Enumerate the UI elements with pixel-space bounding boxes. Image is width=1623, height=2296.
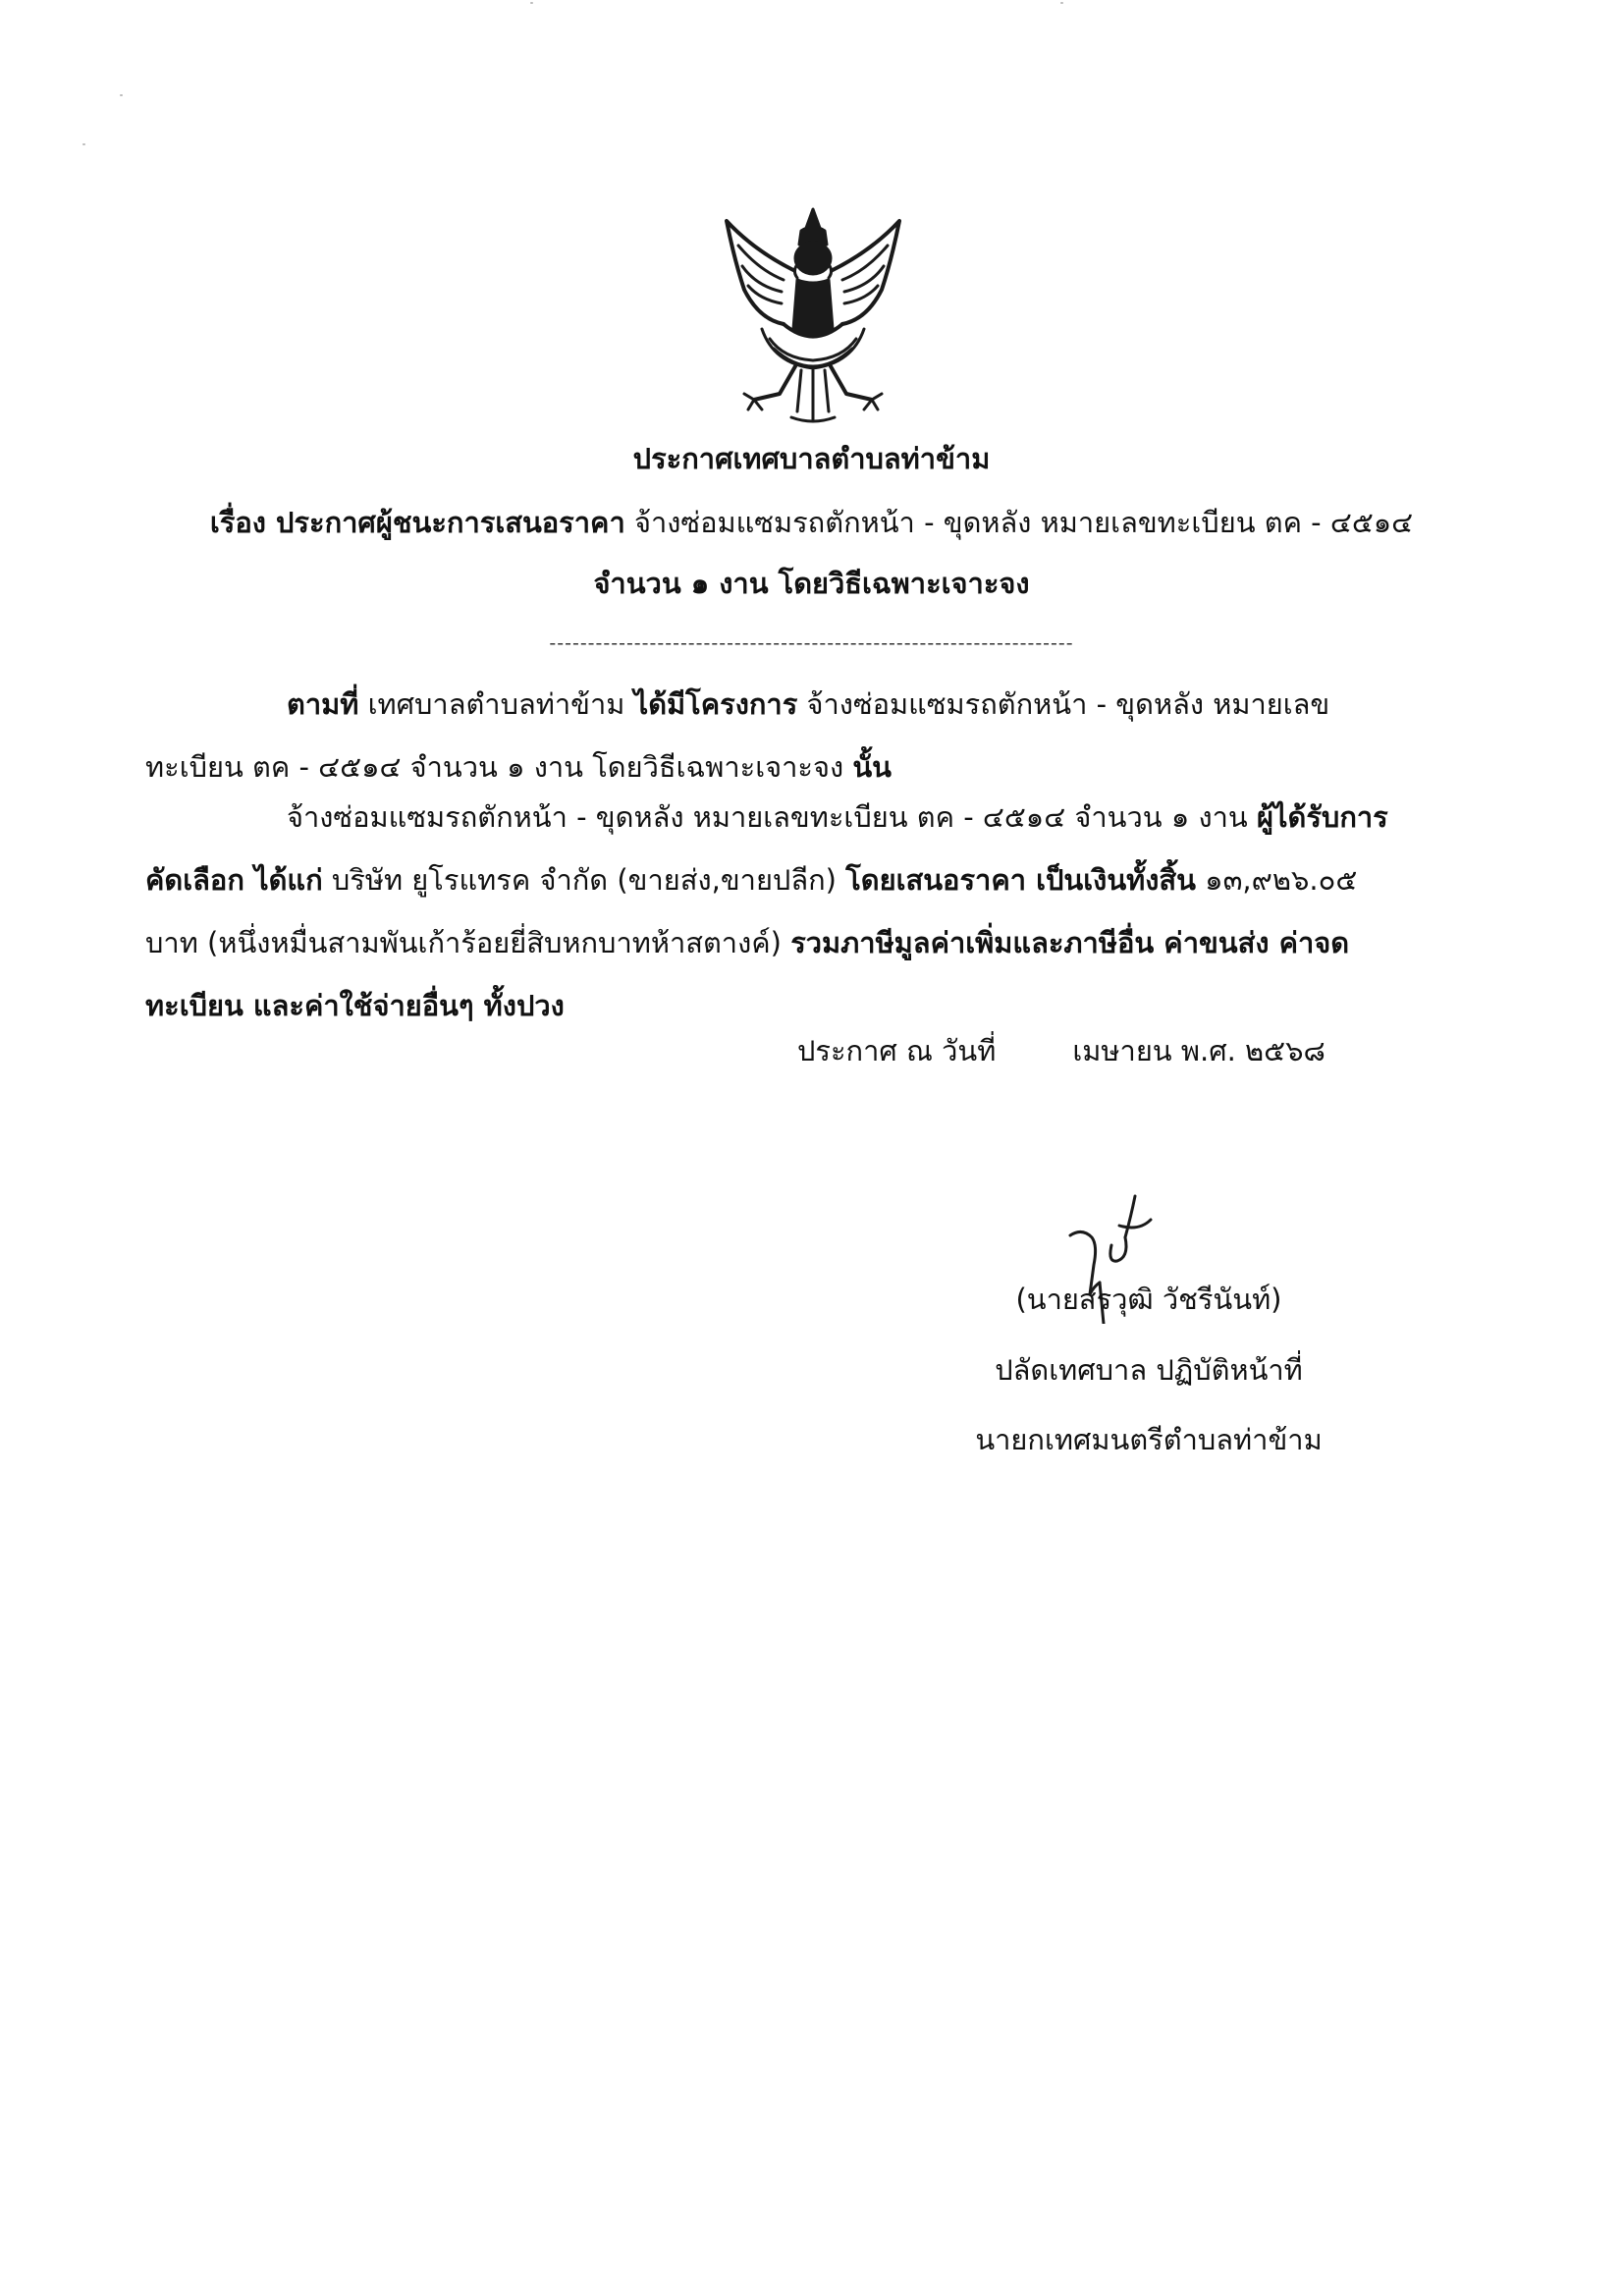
para1-end: นั้น: [852, 750, 893, 784]
garuda-emblem-icon: [715, 201, 911, 427]
announcement-subject: [0, 503, 1623, 542]
scan-speck: [82, 143, 85, 145]
signer-position-1: ปลัดเทศบาล ปฏิบัติหน้าที่: [995, 1353, 1303, 1387]
para2-text-d: โดยเสนอราคา เป็นเงินทั้งสิ้น: [845, 863, 1196, 897]
subject-text: จ้างซ่อมแซมรถตักหน้า - ขุดหลัง หมายเลขทะเบียน ตค - ๔๕๑๔: [624, 506, 1414, 539]
body-paragraph-1: [145, 673, 1412, 798]
para1-lead: ตามที่: [287, 687, 359, 721]
signer-position-2: นายกเทศมนตรีตำบลท่าข้าม: [975, 1423, 1323, 1456]
para2-text-b: ผู้ได้รับการคัดเลือก ได้แก่: [145, 800, 1388, 897]
announcement-date-line: [797, 1031, 1325, 1070]
para2-text-e: ๑๓,๙๒๖.๐๕ บาท (หนึ่งหมื่นสามพันเก้าร้อยยี่สิบหกบาทห้าสตางค์): [145, 863, 1358, 959]
para1-text-a: เทศบาลตำบลท่าข้าม: [358, 687, 634, 721]
signer-name: (นายสรวุฒิ วัชรีนันท์): [1015, 1283, 1282, 1316]
para1-text-c: จ้างซ่อมแซมรถตักหน้า - ขุดหลัง หมายเลขทะเบียน ตค - ๔๕๑๔ จำนวน ๑ งาน โดยวิธีเฉพาะเจาะจง: [145, 687, 1330, 784]
scan-speck: [1060, 2, 1063, 4]
announcement-title: ประกาศเทศบาลตำบลท่าข้าม: [632, 442, 991, 475]
body-paragraph-2: [145, 786, 1412, 1037]
announcement-subject-line2: จำนวน ๑ งาน โดยวิธีเฉพาะเจาะจง: [593, 567, 1030, 600]
divider-line: --------------------------------------------------------------------: [549, 632, 1074, 654]
para2-text-c: บริษัท ยูโรแทรค จำกัด (ขายส่ง,ขายปลีก): [322, 863, 846, 897]
subject-prefix: เรื่อง ประกาศผู้ชนะการเสนอราคา: [209, 506, 625, 539]
scan-speck: [530, 2, 533, 4]
para2-text-a: จ้างซ่อมแซมรถตักหน้า - ขุดหลัง หมายเลขทะเบียน ตค - ๔๕๑๔ จำนวน ๑ งาน: [287, 800, 1257, 834]
scan-speck: [120, 94, 123, 96]
announcement-date: เมษายน พ.ศ. ๒๕๖๘: [1072, 1034, 1325, 1067]
para1-text-b: ได้มีโครงการ: [633, 687, 798, 721]
date-prefix: ประกาศ ณ วันที่: [797, 1034, 997, 1067]
para2-text-f: รวมภาษีมูลค่าเพิ่มและภาษีอื่น ค่าขนส่ง ค่าจดทะเบียน และค่าใช้จ่ายอื่นๆ ทั้งปวง: [145, 926, 1350, 1022]
